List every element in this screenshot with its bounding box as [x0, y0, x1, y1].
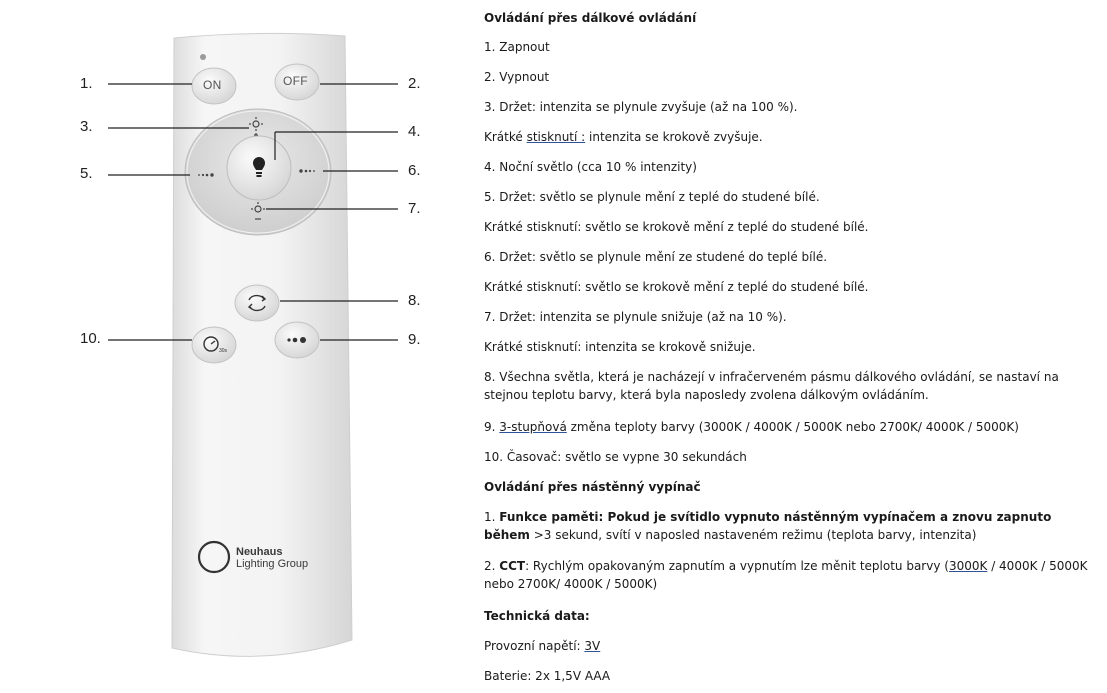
callout-1: 1.: [80, 75, 93, 92]
item-9: [484, 418, 1094, 436]
item-3: 3. Držet: intenzita se plynule zvyšuje (až na 100 %).: [484, 100, 798, 114]
item-3-short: [484, 128, 1094, 146]
brand-name: Neuhaus: [236, 546, 283, 558]
wall-item-1: [484, 508, 1094, 544]
item-9-suffix: změna teploty barvy (3000K / 4000K / 5000K nebo 2700K/ 4000K / 5000K): [566, 420, 1019, 434]
wall-item-2-middle: : Rychlým opakovaným zapnutím a vypnutím lze měnit teplotu barvy (: [525, 559, 949, 573]
timer-button-shape: [192, 327, 236, 363]
callout-3: 3.: [80, 118, 93, 135]
item-7: 7. Držet: intenzita se plynule snižuje (až na 10 %).: [484, 310, 787, 324]
callout-7: 7.: [408, 200, 421, 217]
tech-battery: Baterie: 2x 1,5V AAA: [484, 669, 611, 683]
remote-figure: [0, 0, 470, 693]
svg-text:30s: 30s: [219, 348, 228, 354]
callout-6: 6.: [408, 162, 421, 179]
callout-10: 10.: [80, 330, 101, 347]
item-10: 10. Časovač: světlo se vypne 30 sekundách: [484, 450, 747, 464]
item-5: 5. Držet: světlo se plynule mění z teplé do studené bílé.: [484, 190, 820, 204]
on-button-label: ON: [203, 78, 222, 92]
tech-voltage: [484, 637, 1094, 655]
brand-subtitle: Lighting Group: [236, 558, 309, 570]
wall-item-2: [484, 557, 1094, 593]
item-3-short-underlined: stisknutí :: [526, 130, 586, 144]
wall-heading: Ovládání přes nástěnný vypínač: [484, 480, 701, 494]
item-5-short: Krátké stisknutí: světlo se krokově mění z teplé do studené bílé.: [484, 220, 869, 234]
led-indicator: [200, 54, 206, 60]
item-1: 1. Zapnout: [484, 40, 550, 54]
item-8: 8. Všechna světla, která je nacházejí v infračerveném pásmu dálkového ovládání, se nastaví na stejnou teplotu barvy, která byla naposledy zvolena dálkovým ovládáním.: [484, 370, 1059, 402]
tech-heading: Technická data:: [484, 609, 590, 623]
item-2: 2. Vypnout: [484, 70, 550, 84]
callout-5: 5.: [80, 165, 93, 182]
wall-item-2-bold: CCT: [499, 559, 526, 573]
tech-voltage-value: 3V: [584, 639, 601, 653]
off-button-label: OFF: [283, 74, 308, 88]
wall-item-2-suffix: / 4000K / 5000K nebo 2700K/ 4000K / 5000K): [484, 559, 1088, 591]
brand-logo-text: [236, 546, 308, 570]
item-6: 6. Držet: světlo se plynule mění ze studené do teplé bílé.: [484, 250, 828, 264]
callout-9: 9.: [408, 331, 421, 348]
callout-4: 4.: [408, 123, 421, 140]
wall-item-2-prefix: 2.: [484, 559, 500, 573]
item-6-short: Krátké stisknutí: světlo se krokově mění z teplé do studené bílé.: [484, 280, 869, 294]
wall-item-1-suffix: >3 sekund, svítí v naposled nastaveném režimu (teplota barvy, intenzita): [529, 528, 977, 542]
callout-2: 2.: [408, 75, 421, 92]
remote-illustration: [0, 0, 470, 693]
item-3-short-suffix: intenzita se krokově zvyšuje.: [585, 130, 763, 144]
tech-voltage-label: Provozní napětí:: [484, 639, 585, 653]
item-9-underlined: 3-stupňová: [499, 420, 567, 434]
item-9-prefix: 9.: [484, 420, 500, 434]
wall-item-2-underlined: 3000K: [948, 559, 988, 573]
item-4: 4. Noční světlo (cca 10 % intenzity): [484, 160, 697, 174]
wall-item-1-bold: Funkce paměti: Pokud je svítidlo vypnuto nástěnným vypínačem a znovu zapnuto během: [484, 510, 1052, 542]
sync-button-shape: [235, 285, 279, 321]
wall-item-1-prefix: 1.: [484, 510, 500, 524]
remote-heading: Ovládání přes dálkové ovládání: [484, 11, 697, 25]
item-7-short: Krátké stisknutí: intenzita se krokově snižuje.: [484, 340, 756, 354]
callout-8: 8.: [408, 292, 421, 309]
item-3-short-prefix: Krátké: [484, 130, 527, 144]
